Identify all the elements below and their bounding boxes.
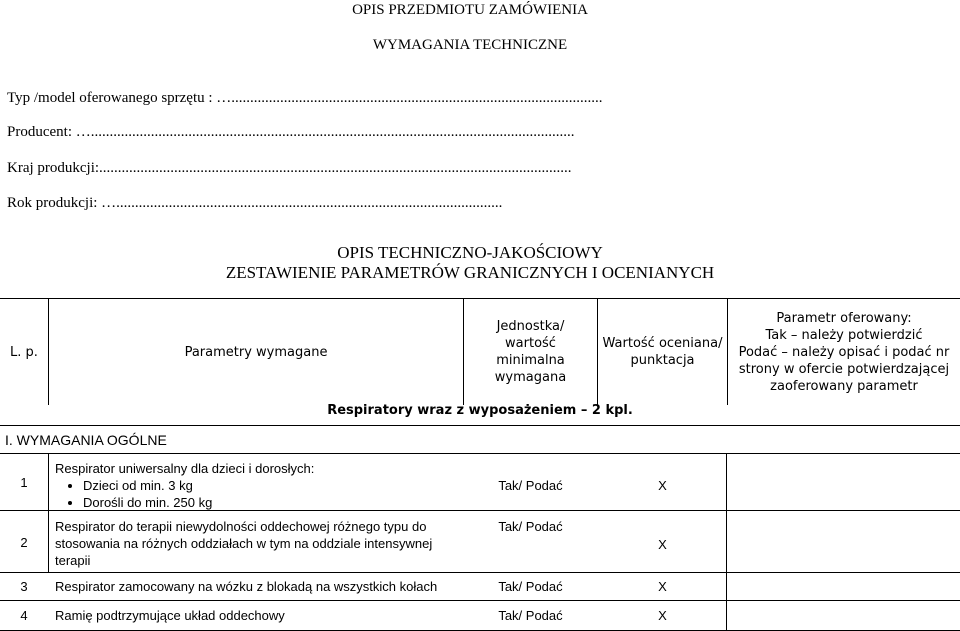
group-heading: I. WYMAGANIA OGÓLNE xyxy=(5,432,167,448)
row-description: Respirator zamocowany na wózku z blokadą na wszystkich kołach xyxy=(55,579,438,594)
grid-line xyxy=(0,600,960,601)
bullet-item: • Dorośli do min. 250 kg xyxy=(83,494,460,511)
header-rated xyxy=(598,299,727,405)
header-rated-line: Wartość oceniana/ xyxy=(602,336,723,351)
grid-line xyxy=(0,453,960,454)
table-subheader: Respiratory wraz z wyposażeniem – 2 kpl. xyxy=(327,403,633,418)
row-line: Respirator do terapii niewydolności oddechowej różnego typu do xyxy=(55,519,427,534)
row-rated: X xyxy=(658,608,667,623)
header-unit-line: Jednostka/ xyxy=(496,319,565,334)
header-offered xyxy=(728,299,960,405)
header-unit xyxy=(464,299,597,405)
field-country: Kraj produkcji:.............................................................................................................................. xyxy=(7,160,572,176)
section-title-line2: ZESTAWIENIE PARAMETRÓW GRANICZNYCH I OCENIANYCH xyxy=(225,263,715,282)
row-line: terapii xyxy=(55,553,91,568)
row-unit: Tak/ Podać xyxy=(498,608,563,623)
header-unit-line: minimalna xyxy=(496,353,565,368)
row-number: 3 xyxy=(20,579,28,594)
row-number: 2 xyxy=(20,535,28,550)
field-type-model: Typ /model oferowanego sprzętu : …................................................................................................... xyxy=(7,90,603,106)
header-lp-label: L. p. xyxy=(10,344,38,360)
header-offered-line: Parametr oferowany: xyxy=(776,310,912,326)
row-number: 1 xyxy=(20,475,28,490)
header-offered-line: Tak – należy potwierdzić xyxy=(765,327,923,343)
row-number: 4 xyxy=(20,608,28,623)
grid-line xyxy=(0,425,960,426)
row-rated: X xyxy=(658,537,667,552)
header-params-label: Parametry wymagane xyxy=(184,344,328,360)
row-unit: Tak/ Podać xyxy=(498,478,563,493)
row-bullets xyxy=(55,477,460,511)
header-unit-line: wymagana xyxy=(494,370,567,385)
header-offered-line: zaoferowany parametr xyxy=(770,378,918,394)
header-unit-line: wartość xyxy=(505,336,556,351)
row-description xyxy=(55,518,460,569)
header-rated-line: punktacja xyxy=(630,353,695,368)
header-offered-line: strony w ofercie potwierdzającej xyxy=(738,361,950,377)
header-offered-line: Podać – należy opisać i podać nr xyxy=(738,344,950,360)
row-unit: Tak/ Podać xyxy=(498,519,563,534)
row-description: Ramię podtrzymujące układ oddechowy xyxy=(55,608,285,623)
document-title: OPIS PRZEDMIOTU ZAMÓWIENIA xyxy=(352,2,588,18)
document-subtitle: WYMAGANIA TECHNICZNE xyxy=(372,37,568,53)
row-intro: Respirator uniwersalny dla dzieci i dorosłych: xyxy=(55,461,315,476)
field-year: Rok produkcji: …....................................................................................................... xyxy=(7,195,503,211)
row-rated: X xyxy=(658,579,667,594)
header-lp xyxy=(0,299,48,405)
row-unit: Tak/ Podać xyxy=(498,579,563,594)
row-rated: X xyxy=(658,478,667,493)
row-line: stosowania na różnych oddziałach w tym na oddziale intensywnej xyxy=(55,536,433,551)
grid-line xyxy=(0,572,960,573)
header-params xyxy=(49,299,463,405)
grid-line xyxy=(48,453,49,572)
bullet-item: • Dzieci od min. 3 kg xyxy=(83,477,460,494)
section-title-line1: OPIS TECHNICZNO-JAKOŚCIOWY xyxy=(337,243,603,262)
field-producer: Producent: …................................................................................................................................. xyxy=(7,124,575,140)
row-description xyxy=(55,460,460,511)
